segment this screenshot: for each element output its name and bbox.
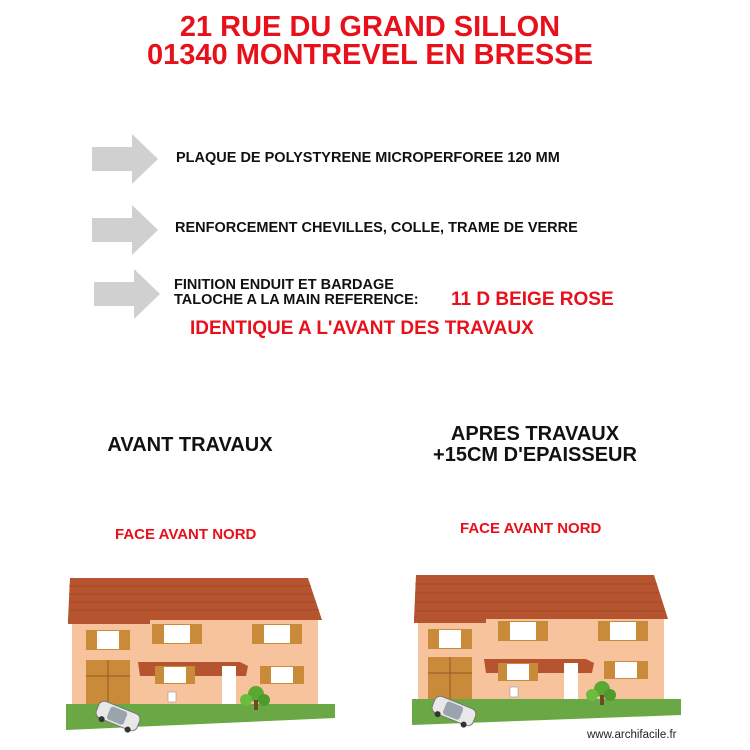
note-finish-line1: FINITION ENDUIT ET BARDAGE (174, 277, 394, 293)
address-line-1: 21 RUE DU GRAND SILLON (179, 11, 561, 43)
house-after-illustration (406, 565, 691, 735)
address-line-2: 01340 MONTREVEL EN BRESSE (147, 39, 593, 71)
note-polystyrene: PLAQUE DE POLYSTYRENE MICROPERFOREE 120 MM (176, 150, 560, 166)
note-identical: IDENTIQUE A L'AVANT DES TRAVAUX (190, 318, 534, 339)
before-caption: AVANT TRAVAUX (107, 434, 273, 456)
note-reinforcement: RENFORCEMENT CHEVILLES, COLLE, TRAME DE VERRE (175, 220, 578, 236)
arrow-right-icon (92, 134, 158, 184)
after-caption-line1: APRES TRAVAUX (450, 423, 620, 445)
arrow-right-icon (94, 269, 160, 319)
credit-text: www.archifacile.fr (587, 729, 677, 741)
house-before-illustration (60, 570, 345, 740)
after-caption-line2: +15CM D'EPAISSEUR (433, 444, 637, 466)
note-finish-line2: TALOCHE A LA MAIN REFERENCE: (174, 292, 419, 308)
color-reference: 11 D BEIGE ROSE (451, 289, 614, 310)
before-facade-label: FACE AVANT NORD (115, 526, 257, 543)
after-facade-label: FACE AVANT NORD (460, 520, 602, 537)
arrow-right-icon (92, 205, 158, 255)
